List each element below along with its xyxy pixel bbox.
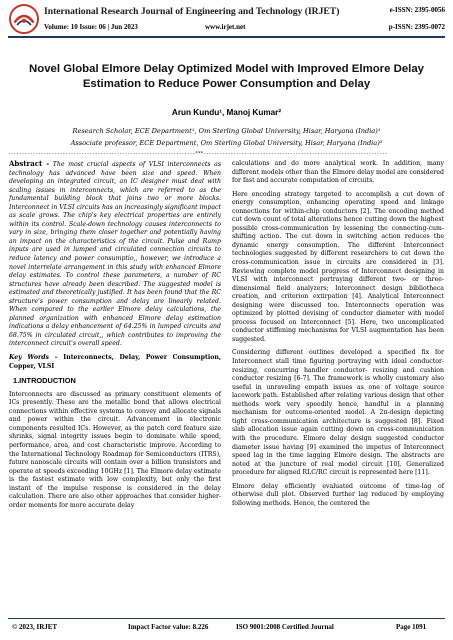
keywords-text: – Interconnects, Delay, Power Consumption, Copper, VLSI [9,354,221,370]
abstract-text: The most crucial aspects of VLSI interconnects as technology has advanced have been size and speed. When developing an integrated circuit, an IC designer must deal with scaling issues in interconnects, which are referred to as the fundamental building block that joins two or more blocks. Interconnect in VLSI circuits has an increasingly significant impact as scale grows. The chip's key electrical properties are entirely within its control. Scale-down technology causes interconnects to vary in size, bringing them closer together and potentially having an impact on the characteristics of the circuit. Pulse and Ramp inputs are used in lumped and circulated connection circuits to reduce latency and power consumptio,, however, we introduce a novel interrelate arrangement in this study with enhanced Elmore delay estimates. To control these parameters, a number of RC structures have already been described. The suggested model is estimated and theoretically justified. It has been found that the RC structure's power consumption and delay are linearly related. When compared to the earlier Elmore delay calculations, the planned organization with enhanced Elmore delay estimation indications a delay enhancement of 64.25% in lumped circuits and 68.75% in circulated circuit,, which contributes to improving the interconnect circuit's overall speed. [9,161,222,348]
paper-title: Novel Global Elmore Delay Optimized Model with Improved Elmore Delay Estimation to Reduce Power Consumption and Delay [29,63,424,90]
right-paragraph-2: Here encoding strategy targeted to accomplish a cut down of energy consumption, enhancing operating speed and linkage connections for within-chip conductors [2]. The encoding method cut down count of total alterations hence cutting down the highest possible cross-communication by lessening the connecting-cum-shifting action. The cut down in switching action reduces the dynamic energy consumption. The different Interconnect technologies suggested by different researchers to cut down the cross-communication issue in circuits are considered in [3]. Reviewing complete model progress of Interconnect designing in VLSI with interconnect portraying different two- or three-dimensional field analyzers; Interconnect design bibliotheca creation, and criterion extirpation [4]. Analytical Interconnect designing were discussed too. Interconnects operation was optimized by plotted devising of conductor diameter with model process focused on Interconnect [5]. Here, two uncomplicated conductor stiffening mechanisms for VLSI augmentation has been suggested. [232,190,444,343]
journal-header [0,0,453,58]
affiliation-2: Associate professor, ECE Department, Om Sterling Global University, Hisar, Haryana (India)² [70,139,383,147]
e-issn: e-ISSN: 2395-0056 [389,6,445,14]
abstract [9,160,221,349]
irjet-logo-icon [9,4,39,34]
right-paragraph-3: Considering different outlines developed a specified fix for Interconnect stall time figuring portraying with ideal conductor-resizing, concurring handler conductor- resizing and cushion conductor resizing [6-7]. The framework is wholly customary also useful in unraveling empath issues as one of voltage source lacework path. Established after relating various design that other methods work very speedily hence, handful in a planning mechanism for outcome-oriented model. A 2π-design depicting tight cross-communication architecture is suggested [8]. Fixed slab allocation issue again cutting down on cross-communication with the procedure. Elmore delay design suggested conductor diameter issue having [9] examined the impetus of Interconnect speed lag in the time lagging Elmore design. The abstracts are noted at the juncture of real model circuit [10]. Generalized procedure for aligned RLC/RC circuit is represented here [11]. [232,349,444,477]
footer-copyright: © 2023, IRJET [12,623,58,631]
journal-website-link[interactable]: www.irjet.net [205,23,246,31]
footer-impact-factor: Impact Factor value: 8.226 [128,623,209,631]
section-separator: ---------------------------------------------------------------------***-------------------------------------------------------------------- [8,151,388,157]
keywords [9,354,221,371]
header-divider [8,36,445,38]
page-footer [8,618,445,634]
keywords-label: Key Words [9,354,50,362]
intro-paragraph: Interconnects are discussed as primary constituent elements of ICs presently. These are the metallic bond that allows electrical connections within effective systems to convey and allocate signals and power within the circuit. Advancement in electronic components resulted ICs. However, as the patch cord feature size shrinks, signal integrity issues begin to dominate while speed, performance, area, and cost characteristic improve. According to the International Technology Roadmap for Semiconductors (ITRS), future nanoscale circuits will contain over a billion transistors and operate at speeds exceeding 10GHz [1]. The Elmore delay estimate is the fastest estimate with low complexity, but only the first instant of the impulse response is considered in the delay calculation. There are also other approaches that consider higher-order moments for more accurate delay [9,390,221,509]
right-paragraph-4: Elmore delay efficiently evaluated outcome of time-lag of otherwise dull plot. Observed further lag reduced by employing following methods. Hence, the centered the [232,482,444,507]
affiliation-1: Research Scholar, ECE Department¹, Om Sterling Global University, Hisar, Haryana (India)¹ [72,127,381,135]
footer-iso: ISO 9001:2008 Certified Journal [236,623,334,631]
section-heading-introduction: 1.INTRODUCTION [13,376,76,386]
right-paragraph-1: calculations and do more analytical work. In addition, many different models other than the Elmore delay model are considered for fast and accurate computation of circuits. [232,160,444,185]
right-column [232,160,444,513]
p-issn: p-ISSN: 2395-0072 [388,23,445,31]
abstract-label: Abstract - [9,159,50,168]
journal-name: International Research Journal of Engineering and Technology (IRJET) [44,6,340,17]
left-column [9,160,221,515]
footer-page-number: Page 1091 [396,623,427,631]
paper-authors: Arun Kundu¹, Manoj Kumar² [171,108,282,117]
volume-issue: Volume: 10 Issue: 06 | Jun 2023 [44,23,138,31]
